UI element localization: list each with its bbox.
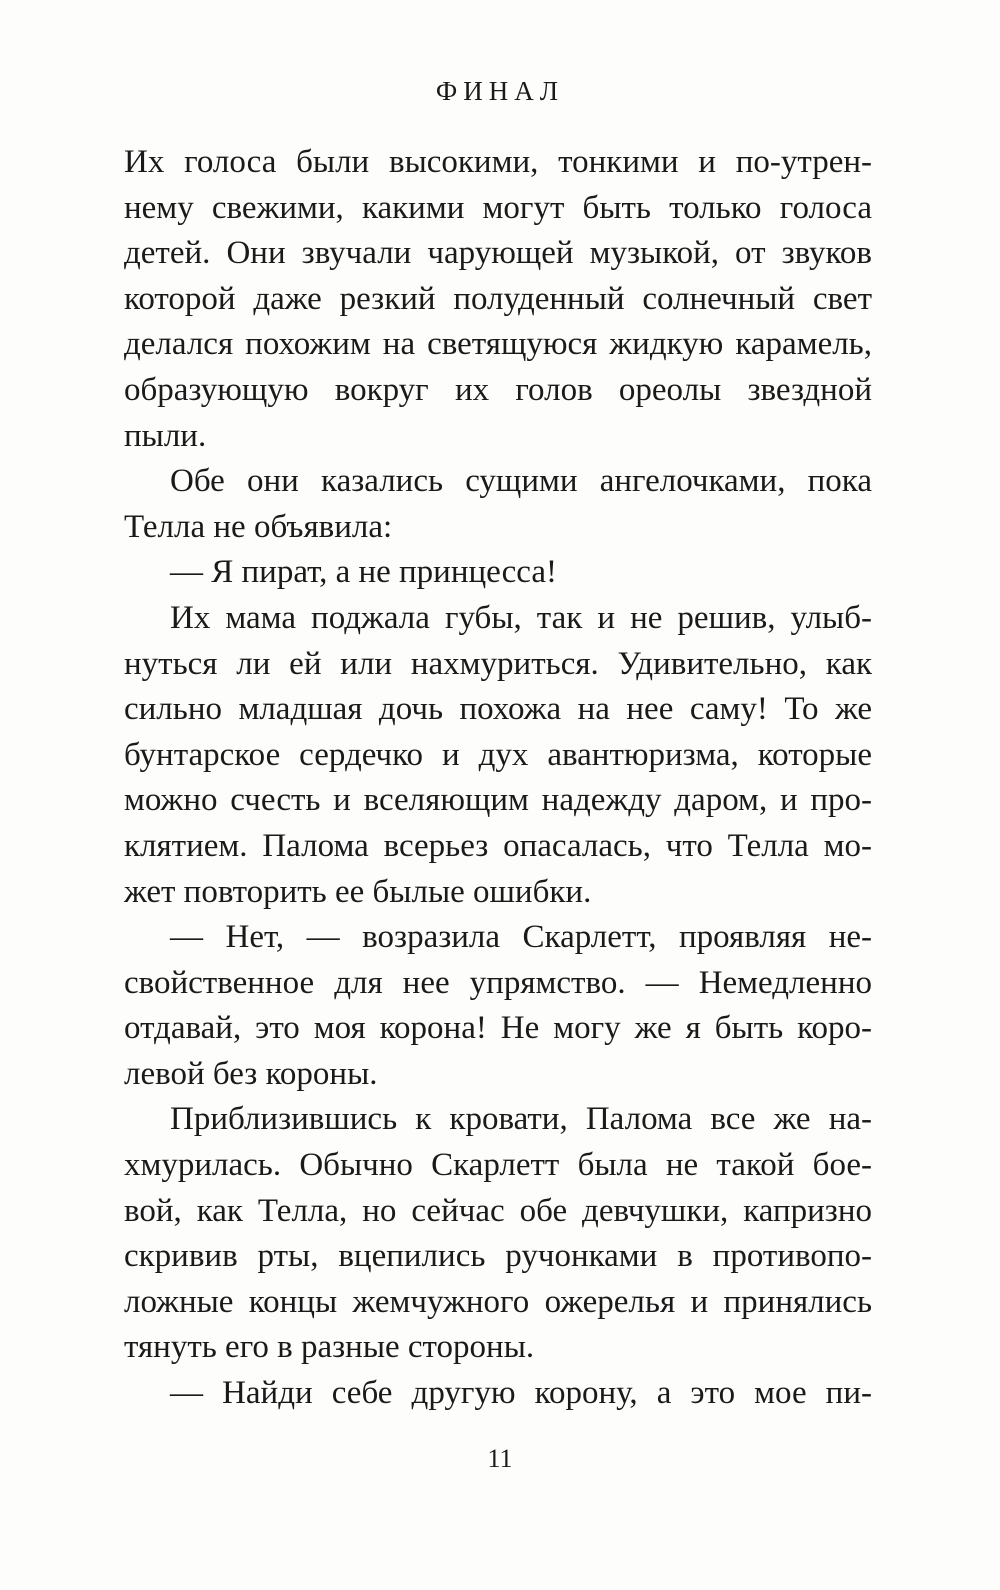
page-number: 11 <box>487 1444 513 1473</box>
text-line: тянуть его в разные стороны. <box>124 1329 535 1366</box>
text-line: скривив рты, вцепились ручонками в противопо- <box>124 1238 872 1275</box>
text-line: — Найди себе другую корону, а это мое пи- <box>170 1375 872 1412</box>
text-line: сильно младшая дочь похожа на нее саму! То же <box>124 691 872 728</box>
text-line: можно счесть и вселяющим надежду даром, и про- <box>124 782 872 819</box>
text-line: жет повторить ее былые ошибки. <box>124 873 592 910</box>
text-line: свойственное для нее упрямство. — Немедленно <box>124 964 872 1001</box>
text-line: отдавай, это моя корона! Не могу же я быть коро- <box>124 1010 872 1047</box>
text-line: клятием. Палома всерьез опасалась, что Телла мо- <box>124 827 872 864</box>
text-line: бунтарское сердечко и дух авантюризма, которые <box>124 736 872 773</box>
text-line: делался похожим на светящуюся жидкую карамель, <box>124 326 872 363</box>
text-line: Приблизившись к кровати, Палома все же на- <box>170 1101 872 1138</box>
text-line: Обе они казались сущими ангелочками, пока <box>170 463 872 500</box>
text-line: Телла не объявила: <box>124 508 393 545</box>
body-text <box>124 140 872 1417</box>
text-line: ложные концы жемчужного ожерелья и принялись <box>124 1283 872 1320</box>
running-head: ФИНАЛ <box>435 76 565 106</box>
text-line: Их голоса были высокими, тонкими и по-утрен- <box>124 144 872 180</box>
text-line: хмурилась. Обычно Скарлетт была не такой бое- <box>124 1147 872 1184</box>
text-line: левой без короны. <box>124 1055 378 1092</box>
text-line: нуться ли ей или нахмуриться. Удивительно, как <box>124 645 872 682</box>
text-line: — Нет, — возразила Скарлетт, проявляя не- <box>170 919 872 956</box>
text-line: — Я пират, а не принцесса! <box>170 554 557 591</box>
text-line: вой, как Телла, но сейчас обе девчушки, капризно <box>124 1192 872 1229</box>
text-line: образующую вокруг их голов ореолы звездной <box>124 371 872 408</box>
text-line: нему свежими, какими могут быть только голоса <box>124 189 872 226</box>
text-line: которой даже резкий полуденный солнечный свет <box>124 280 872 317</box>
text-line: Их мама поджала губы, так и не решив, улыб- <box>170 599 872 636</box>
text-line: пыли. <box>124 417 207 454</box>
text-line: детей. Они звучали чарующей музыкой, от звуков <box>124 235 872 272</box>
